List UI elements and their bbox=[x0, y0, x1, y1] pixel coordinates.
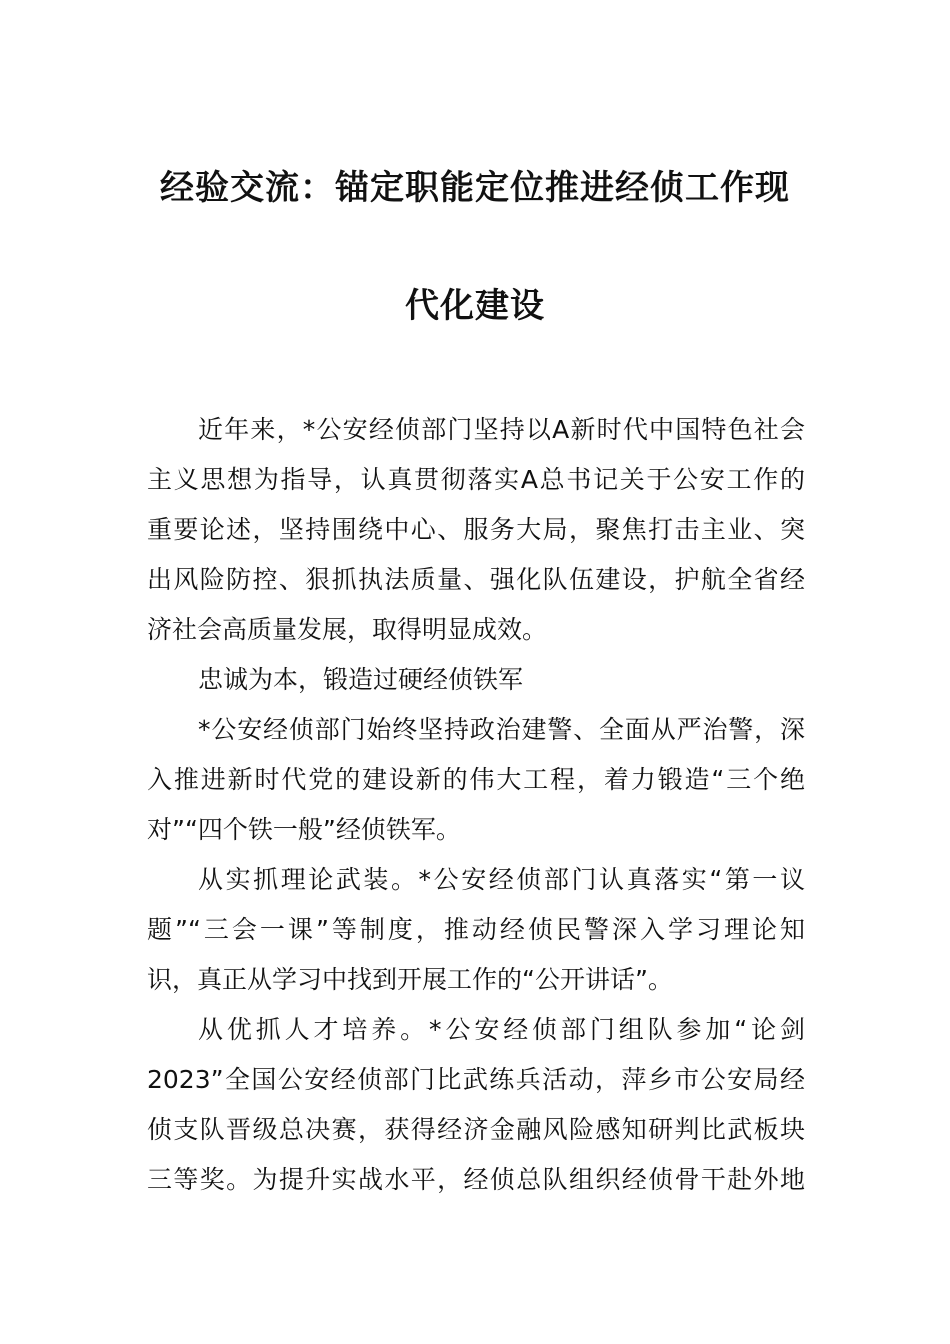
body-line: 济社会高质量发展，取得明显成效。 bbox=[147, 615, 548, 644]
body-line: 题”“三会一课”等制度，推动经侦民警深入学习理论知 bbox=[147, 915, 805, 944]
body-line: 2023”全国公安经侦部门比武练兵活动，萍乡市公安局经 bbox=[147, 1065, 805, 1094]
body-line: 三等奖。为提升实战水平，经侦总队组织经侦骨干赴外地 bbox=[147, 1165, 805, 1194]
body-line: 主义思想为指导，认真贯彻落实A总书记关于公安工作的 bbox=[147, 465, 805, 494]
body-line: 近年来，*公安经侦部门坚持以A新时代中国特色社会 bbox=[198, 415, 805, 444]
document-title-line-1: 经验交流：锚定职能定位推进经侦工作现 bbox=[160, 168, 790, 208]
body-line: 侦支队晋级总决赛，获得经济金融风险感知研判比武板块 bbox=[147, 1115, 805, 1144]
body-line: 从优抓人才培养。*公安经侦部门组队参加“论剑 bbox=[198, 1015, 805, 1044]
body-line: 从实抓理论武装。*公安经侦部门认真落实“第一议 bbox=[198, 865, 805, 894]
document-title-line-2: 代化建设 bbox=[405, 286, 545, 326]
section-heading: 忠诚为本，锻造过硬经侦铁军 bbox=[198, 665, 524, 694]
body-line: 出风险防控、狠抓执法质量、强化队伍建设，护航全省经 bbox=[147, 565, 805, 594]
body-line: 识，真正从学习中找到开展工作的“公开讲话”。 bbox=[147, 965, 673, 994]
body-line: *公安经侦部门始终坚持政治建警、全面从严治警，深 bbox=[198, 715, 805, 744]
body-line: 对”“四个铁一般”经侦铁军。 bbox=[147, 815, 461, 844]
body-line: 入推进新时代党的建设新的伟大工程，着力锻造“三个绝 bbox=[147, 765, 805, 794]
body-line: 重要论述，坚持围绕中心、服务大局，聚焦打击主业、突 bbox=[147, 515, 805, 544]
